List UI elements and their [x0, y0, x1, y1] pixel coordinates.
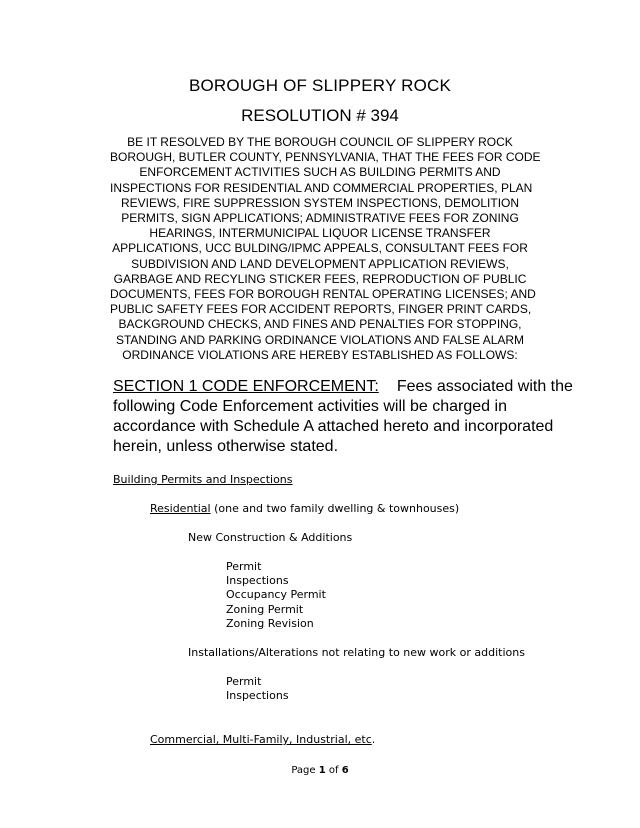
preamble-line: STANDING AND PARKING ORDINANCE VIOLATIONS AND FALSE ALARM	[115, 332, 525, 347]
resolution-number: RESOLUTION # 394	[241, 106, 399, 125]
new-construction-item: Inspections	[226, 574, 289, 587]
preamble-line: BE IT RESOLVED BY THE BOROUGH COUNCIL OF SLIPPERY ROCK	[127, 135, 513, 149]
preamble-line: DOCUMENTS, FEES FOR BOROUGH RENTAL OPERATING LICENSES; AND	[110, 287, 536, 302]
section-1-line: accordance with Schedule A attached hereto and incorporated	[113, 418, 554, 435]
preamble-line: REVIEWS, FIRE SUPPRESSION SYSTEM INSPECTIONS, DEMOLITION	[120, 195, 520, 210]
preamble-line: PUBLIC SAFETY FEES FOR ACCIDENT REPORTS, FINGER PRINT CARDS,	[110, 302, 532, 317]
preamble-line: ORDINANCE VIOLATIONS ARE HEREBY ESTABLISHED AS FOLLOWS:	[122, 347, 518, 362]
preamble-line: ENFORCEMENT ACTIVITIES SUCH AS BUILDING PERMITS AND	[139, 165, 501, 180]
preamble-line: BOROUGH, BUTLER COUNTY, PENNSYLVANIA, THAT THE FEES FOR CODE	[110, 150, 541, 165]
new-construction-item: Zoning Revision	[226, 617, 314, 630]
preamble-line: GARBAGE AND RECYLING STICKER FEES, REPRODUCTION OF PUBLIC	[113, 271, 527, 286]
resolution-preamble	[110, 135, 541, 363]
residential-label: Residential	[150, 502, 211, 515]
new-construction-item: Zoning Permit	[226, 603, 304, 616]
residential-note: (one and two family dwelling & townhouses)	[210, 502, 460, 515]
installations-item: Permit	[226, 675, 262, 688]
section-1-line: following Code Enforcement activities will be charged in	[113, 398, 507, 415]
section-1-text: Fees associated with the	[396, 378, 573, 395]
installations-heading: Installations/Alterations not relating to new work or additions	[188, 646, 525, 659]
preamble-line: APPLICATIONS, UCC BULDING/IPMC APPEALS, CONSULTANT FEES FOR	[112, 241, 528, 256]
new-construction-item: Permit	[226, 560, 262, 573]
new-construction-item: Occupancy Permit	[226, 588, 326, 601]
commercial-line	[150, 733, 375, 746]
commercial-suffix: .	[371, 733, 376, 746]
page-current: 1	[318, 765, 326, 776]
building-permits-heading: Building Permits and Inspections	[113, 473, 293, 486]
preamble-line: HEARINGS, INTERMUNICIPAL LIQUOR LICENSE TRANSFER	[149, 226, 491, 241]
section-1-first-line	[113, 377, 573, 397]
new-construction-heading: New Construction & Additions	[188, 531, 353, 544]
section-1-heading: SECTION 1 CODE ENFORCEMENT:	[113, 378, 379, 395]
preamble-line: SUBDIVISION AND LAND DEVELOPMENT APPLICATION REVIEWS,	[131, 256, 509, 271]
installations-item: Inspections	[226, 689, 289, 702]
page-of: of	[325, 765, 342, 776]
section-1-paragraph	[113, 377, 573, 457]
section-1-line: herein, unless otherwise stated.	[113, 438, 339, 455]
commercial-label: Commercial, Multi-Family, Industrial, etc	[150, 733, 372, 746]
borough-title: BOROUGH OF SLIPPERY ROCK	[188, 76, 452, 95]
page-total: 6	[341, 765, 349, 776]
page-word: Page	[291, 765, 319, 776]
residential-line	[150, 502, 459, 515]
page-footer	[0, 765, 640, 776]
preamble-line: INSPECTIONS FOR RESIDENTIAL AND COMMERCIAL PROPERTIES, PLAN	[110, 180, 533, 195]
preamble-line: BACKGROUND CHECKS, AND FINES AND PENALTIES FOR STOPPING,	[118, 317, 522, 332]
preamble-line: PERMITS, SIGN APPLICATIONS; ADMINISTRATIVE FEES FOR ZONING	[121, 211, 519, 226]
